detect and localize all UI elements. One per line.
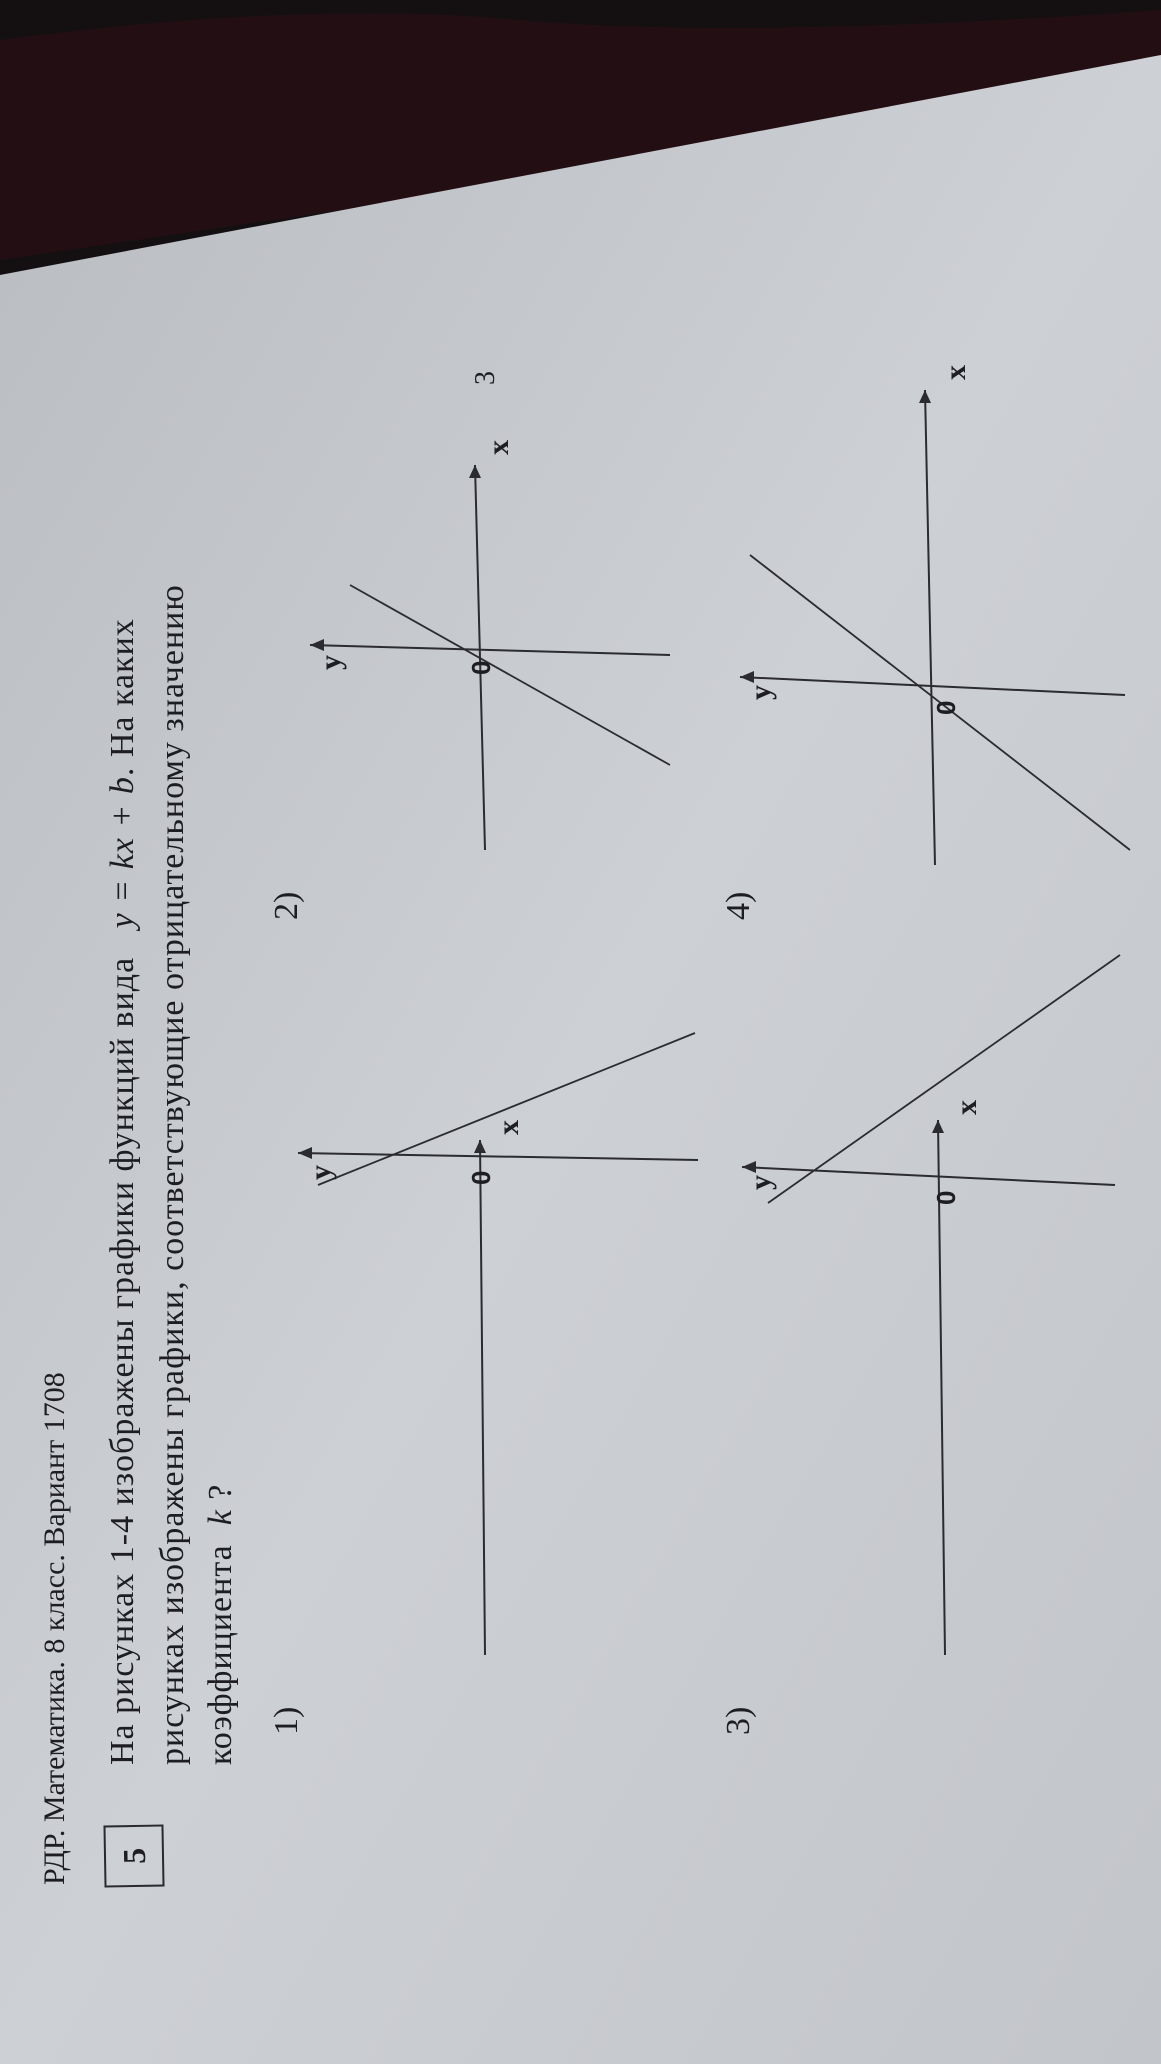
graph-2-x-arrow bbox=[469, 465, 481, 478]
question-mark: ? bbox=[202, 1483, 239, 1500]
question-line-2: рисунках изображены графики, соответствующие отрицательному значению bbox=[154, 584, 191, 1765]
graph-1 bbox=[298, 1033, 698, 1655]
graph-1-x-axis bbox=[480, 1140, 485, 1655]
graph-2-x-label: x bbox=[482, 440, 515, 455]
graph-3-x-label: x bbox=[950, 1100, 983, 1115]
graph-2-origin-label: 0 bbox=[466, 660, 496, 675]
question-text-3: коэффициента bbox=[202, 1544, 239, 1765]
task-number-box: 5 bbox=[103, 1824, 164, 1887]
graph-2-line bbox=[350, 585, 670, 765]
figure-label-2: 2) bbox=[268, 891, 305, 920]
graph-4-origin-label: 0 bbox=[931, 700, 961, 715]
graph-4-y-arrow bbox=[740, 671, 754, 683]
page-number: 3 bbox=[470, 371, 501, 385]
graph-2-y-label: y bbox=[314, 655, 347, 670]
graph-1-x-arrow bbox=[474, 1140, 486, 1153]
figure-label-4: 4) bbox=[720, 891, 757, 920]
graph-3-line bbox=[768, 955, 1120, 1203]
figure-label-1: 1) bbox=[268, 1706, 305, 1735]
graph-1-x-label: x bbox=[492, 1120, 525, 1135]
worksheet-header-title: РДР. Математика. 8 класс. Вариант 1708 bbox=[38, 1372, 71, 1885]
graph-3-y-arrow bbox=[742, 1161, 756, 1173]
graph-3-origin-label: 0 bbox=[931, 1190, 961, 1205]
graph-2 bbox=[310, 440, 670, 850]
equation: y = kx + b bbox=[104, 776, 141, 929]
graph-3-y-label: y bbox=[744, 1175, 777, 1190]
question-text-1: На рисунках 1-4 изображены графики функций вида bbox=[104, 956, 141, 1765]
graph-3 bbox=[742, 955, 1120, 1655]
graph-1-y-label: y bbox=[304, 1165, 337, 1180]
graph-4 bbox=[740, 365, 1130, 865]
question-tail: . На каких bbox=[104, 618, 141, 777]
graph-1-origin-label: 0 bbox=[466, 1170, 496, 1185]
graph-3-x-arrow bbox=[932, 1120, 944, 1133]
coefficient-k: k bbox=[202, 1509, 239, 1526]
graph-2-y-axis bbox=[310, 645, 670, 655]
worksheet-page bbox=[30, 0, 1130, 1885]
graph-1-y-arrow bbox=[298, 1147, 312, 1159]
graph-2-y-arrow bbox=[310, 639, 324, 651]
graph-4-x-arrow bbox=[919, 390, 931, 403]
graph-1-line bbox=[318, 1033, 695, 1185]
figure-label-3: 3) bbox=[720, 1706, 757, 1735]
graph-4-x-axis bbox=[925, 390, 935, 865]
graph-1-y-axis bbox=[298, 1153, 698, 1160]
graphs-area bbox=[30, 0, 1130, 1885]
graph-4-y-axis bbox=[740, 677, 1125, 695]
graph-4-y-label: y bbox=[744, 685, 777, 700]
graph-4-x-label: x bbox=[939, 365, 972, 380]
